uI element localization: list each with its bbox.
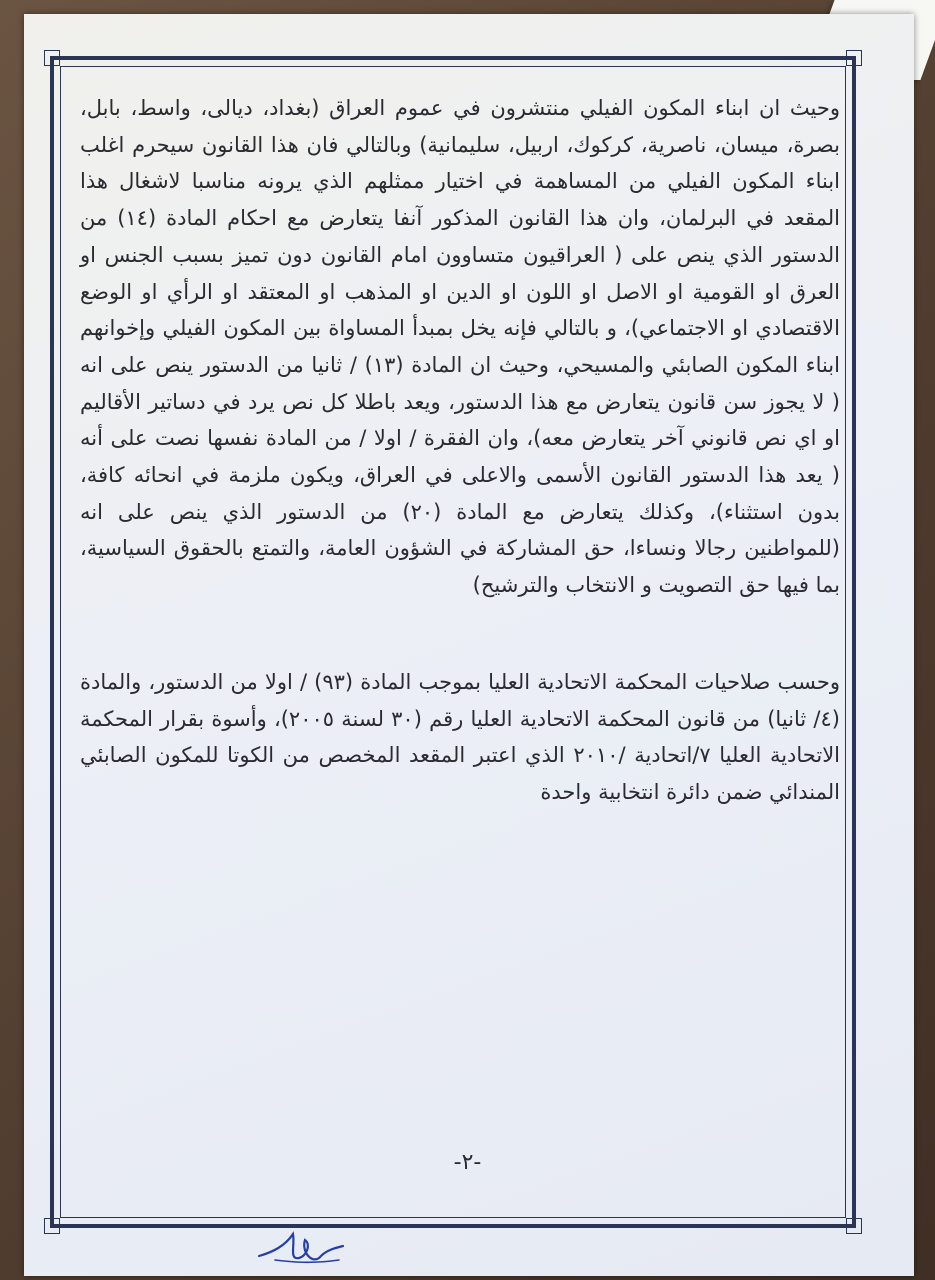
body-paragraph-1: وحيث ان ابناء المكون الفيلي منتشرون في عموم العراق (بغداد، ديالى، واسط، بابل، بصرة، ميسان، ناصرية، كركوك، اربيل، سليمانية) وبالتالي فان هذا القانون سيحرم اغلب ابناء المكون الفيلي من المساهمة في اختيار ممثلهم الذي يرونه مناسبا لاشغال هذا المقعد في البرلمان، وان هذا القانون المذكور آنفا يتعارض مع احكام المادة (١٤) من الدستور الذي ينص على ( العراقيون متساوون امام القانون دون تميز بسبب الجنس او العرق او القومية او الاصل او اللون او الدين او المذهب او المعتقد او الرأي او الوضع الاقتصادي او الاجتماعي)، و بالتالي فإنه يخل بمبدأ المساواة بين المكون الفيلي وإخوانهم ابناء المكون الصابئي والمسيحي، وحيث ان المادة (١٣) / ثانيا من الدستور ينص على انه ( لا يجوز سن قانون يتعارض مع هذا الدستور، ويعد باطلا كل نص يرد في دساتير الأقاليم او اي نص قانوني آخر يتعارض معه)، وان الفقرة / اولا / من المادة نفسها نصت على أنه ( يعد هذا الدستور القانون الأسمى والاعلى في العراق، ويكون ملزمة في انحائه كافة، بدون استثناء)، وكذلك يتعارض مع المادة (٢٠) من الدستور الذي ينص على انه (للمواطنين رجالا ونساءا، حق المشاركة في الشؤون العامة، والتمتع بالحقوق السياسية، بما فيها حق التصويت و الانتخاب والترشيح) xyxy=(80,96,840,598)
signature-mark xyxy=(255,1226,345,1272)
border-corner-ornament xyxy=(846,1218,862,1234)
border-corner-ornament xyxy=(44,1218,60,1234)
body-paragraph-2: وحسب صلاحيات المحكمة الاتحادية العليا بموجب المادة (٩٣) / اولا من الدستور، والمادة (٤/ ثانيا) من قانون المحكمة الاتحادية العليا رقم (٣٠ لسنة ٢٠٠٥)، وأسوة بقرار المحكمة الاتحادية العليا ٧/اتحادية /٢٠١٠ الذي اعتبر المقعد المخصص من الكوتا للمكون الصابئي المندائي ضمن دائرة انتخابية واحدة xyxy=(80,669,841,804)
document-body xyxy=(80,90,840,811)
border-corner-ornament xyxy=(846,50,862,66)
page-number: -٢- xyxy=(453,1150,482,1175)
border-corner-ornament xyxy=(44,50,60,66)
